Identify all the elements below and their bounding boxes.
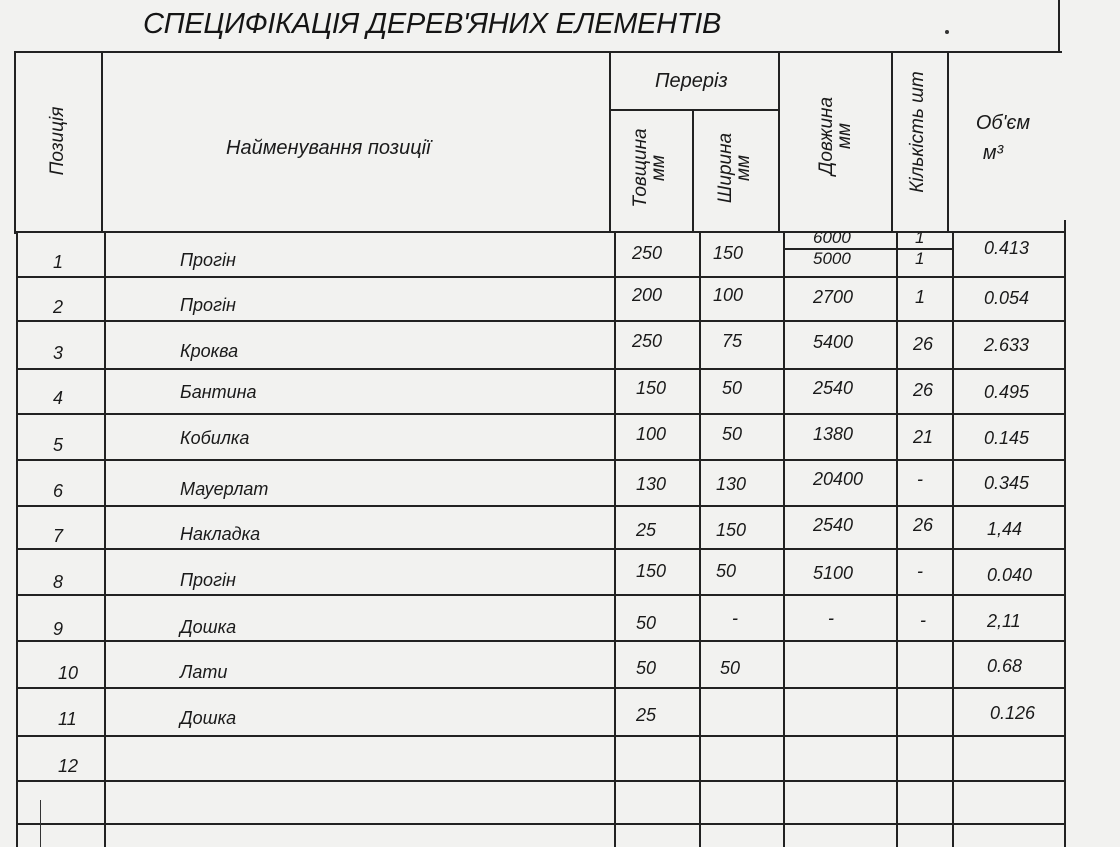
cell-position: 4: [53, 388, 64, 408]
cell-position: 11: [58, 709, 77, 729]
header-thickness: [632, 108, 668, 228]
row-separator: [16, 459, 1066, 461]
cell-volume: 2.633: [984, 335, 1030, 355]
cell-width: 150: [716, 520, 747, 540]
row-separator: [16, 276, 1066, 278]
cell-volume: 0.68: [987, 656, 1023, 676]
cell-length: 2700: [813, 287, 854, 307]
table-left-border: [14, 51, 16, 234]
cell-position: 7: [53, 526, 64, 546]
cell-length: 20400: [813, 469, 864, 489]
cell-length: 1380: [813, 424, 854, 444]
header-volume: Об'єм: [975, 112, 1031, 134]
header-divider-5: [891, 51, 893, 233]
cell-thickness: 100: [636, 424, 667, 444]
header-volume-unit: м³: [982, 142, 1004, 164]
cell-count: 26: [913, 334, 934, 354]
cell-volume: 0.054: [984, 288, 1030, 308]
row-separator: [16, 548, 1066, 550]
body-divider-4: [783, 231, 785, 847]
header-section: Переріз: [655, 70, 728, 92]
cell-width: 75: [722, 331, 743, 351]
header-length: [818, 71, 854, 201]
cell-thickness: 250: [632, 331, 663, 351]
cell-thickness: 130: [636, 474, 667, 494]
cell-position: 5: [53, 435, 64, 455]
cell-count: 1: [915, 287, 926, 307]
cell-width: 130: [716, 474, 747, 494]
cell-position: 1: [53, 252, 64, 272]
header-bottom-border: [14, 231, 1064, 233]
row-separator: [16, 823, 1066, 825]
header-divider-3: [692, 109, 694, 233]
cell-width: 50: [720, 658, 741, 678]
cell-name: Прогін: [180, 295, 236, 315]
cell-position: 3: [53, 343, 64, 363]
body-divider-3: [699, 231, 701, 847]
header-width-unit: мм: [733, 154, 754, 182]
row-separator: [16, 320, 1066, 322]
cell-position: 2: [53, 297, 64, 317]
cell-name: Лати: [180, 662, 228, 682]
header-name: Найменування позиції: [226, 137, 431, 159]
cell-volume: 0.413: [984, 238, 1030, 258]
header-divider-1: [101, 51, 103, 233]
cell-thickness: 25: [636, 520, 657, 540]
cell-position: 6: [53, 481, 64, 501]
cell-volume: 0.345: [984, 473, 1030, 493]
cell-name: Накладка: [180, 524, 261, 544]
cell-name: Мауерлат: [180, 479, 269, 499]
cell-thickness: 25: [636, 705, 657, 725]
row-separator: [16, 594, 1066, 596]
cell-length: 2540: [813, 378, 854, 398]
ink-dot: [945, 30, 949, 34]
cell-volume: 0.040: [987, 565, 1033, 585]
table-top-border: [14, 51, 1062, 53]
cell-width: 50: [716, 561, 737, 581]
cell-name: Кобилка: [180, 428, 250, 448]
row1-length-split: [783, 248, 953, 250]
cell-width: 150: [713, 243, 744, 263]
cell-length: -: [828, 608, 834, 628]
body-left-border: [16, 231, 18, 847]
cell-volume: 0.145: [984, 428, 1030, 448]
body-divider-1: [104, 231, 106, 847]
row-separator: [16, 368, 1066, 370]
header-count: Кількість шт: [907, 71, 928, 193]
margin-rule: [40, 800, 41, 847]
cell-position: 12: [58, 756, 79, 776]
body-divider-5: [896, 231, 898, 847]
row-separator: [16, 413, 1066, 415]
body-divider-2: [614, 231, 616, 847]
row-separator: [16, 687, 1066, 689]
row-separator: [16, 505, 1066, 507]
cell-name: Бантина: [180, 382, 257, 402]
header-thickness-unit: мм: [648, 154, 669, 182]
cell-name: Дошка: [180, 617, 237, 637]
cell-width: 50: [722, 378, 743, 398]
cell-count: -: [920, 610, 926, 630]
page-title: СПЕЦИФІКАЦІЯ ДЕРЕВ'ЯНИХ ЕЛЕМЕНТІВ: [143, 8, 722, 40]
cell-volume: 0.495: [984, 382, 1030, 402]
cell-count: -: [917, 561, 923, 581]
body-right-border: [1064, 220, 1066, 847]
header-divider-2: [609, 51, 611, 233]
cell-width: 50: [722, 424, 743, 444]
cell-length: 2540: [813, 515, 854, 535]
cell-thickness: 50: [636, 613, 657, 633]
header-divider-4: [778, 51, 780, 233]
cell-thickness: 200: [632, 285, 663, 305]
cell-thickness: 50: [636, 658, 657, 678]
body-divider-6: [952, 231, 954, 847]
header-width: [717, 108, 753, 228]
row-separator: [16, 780, 1066, 782]
header-divider-6: [947, 51, 949, 233]
cell-name: Дошка: [180, 708, 237, 728]
row-separator: [16, 640, 1066, 642]
cell-count: 1: [915, 228, 925, 247]
cell-position: 8: [53, 572, 64, 592]
cell-length: 5400: [813, 332, 854, 352]
cell-name: Кроква: [180, 341, 239, 361]
cell-volume: 1,44: [987, 519, 1023, 539]
cell-length-2: 5000: [813, 249, 851, 268]
cell-width: -: [732, 608, 738, 628]
cell-count: 26: [913, 380, 934, 400]
cell-thickness: 150: [636, 378, 667, 398]
right-frame-border: [1058, 0, 1060, 51]
header-length-label: Довжина: [816, 96, 837, 176]
header-length-unit: мм: [834, 122, 855, 150]
cell-length: 5100: [813, 563, 854, 583]
cell-count: -: [917, 469, 923, 489]
cell-position: 10: [58, 663, 79, 683]
cell-name: Прогін: [180, 250, 236, 270]
cell-volume: 0.126: [990, 703, 1036, 723]
row-separator: [16, 735, 1066, 737]
cell-volume: 2,11: [987, 611, 1021, 631]
cell-length: 6000: [813, 228, 851, 247]
cell-thickness: 150: [636, 561, 667, 581]
cell-count-2: 1: [915, 249, 925, 268]
cell-count: 26: [913, 515, 934, 535]
cell-width: 100: [713, 285, 744, 305]
cell-count: 21: [913, 427, 934, 447]
header-thickness-label: Товщина: [630, 128, 651, 208]
header-position: Позиція: [47, 106, 68, 176]
cell-thickness: 250: [632, 243, 663, 263]
cell-name: Прогін: [180, 570, 236, 590]
cell-position: 9: [53, 619, 64, 639]
header-width-label: Ширина: [715, 132, 736, 204]
